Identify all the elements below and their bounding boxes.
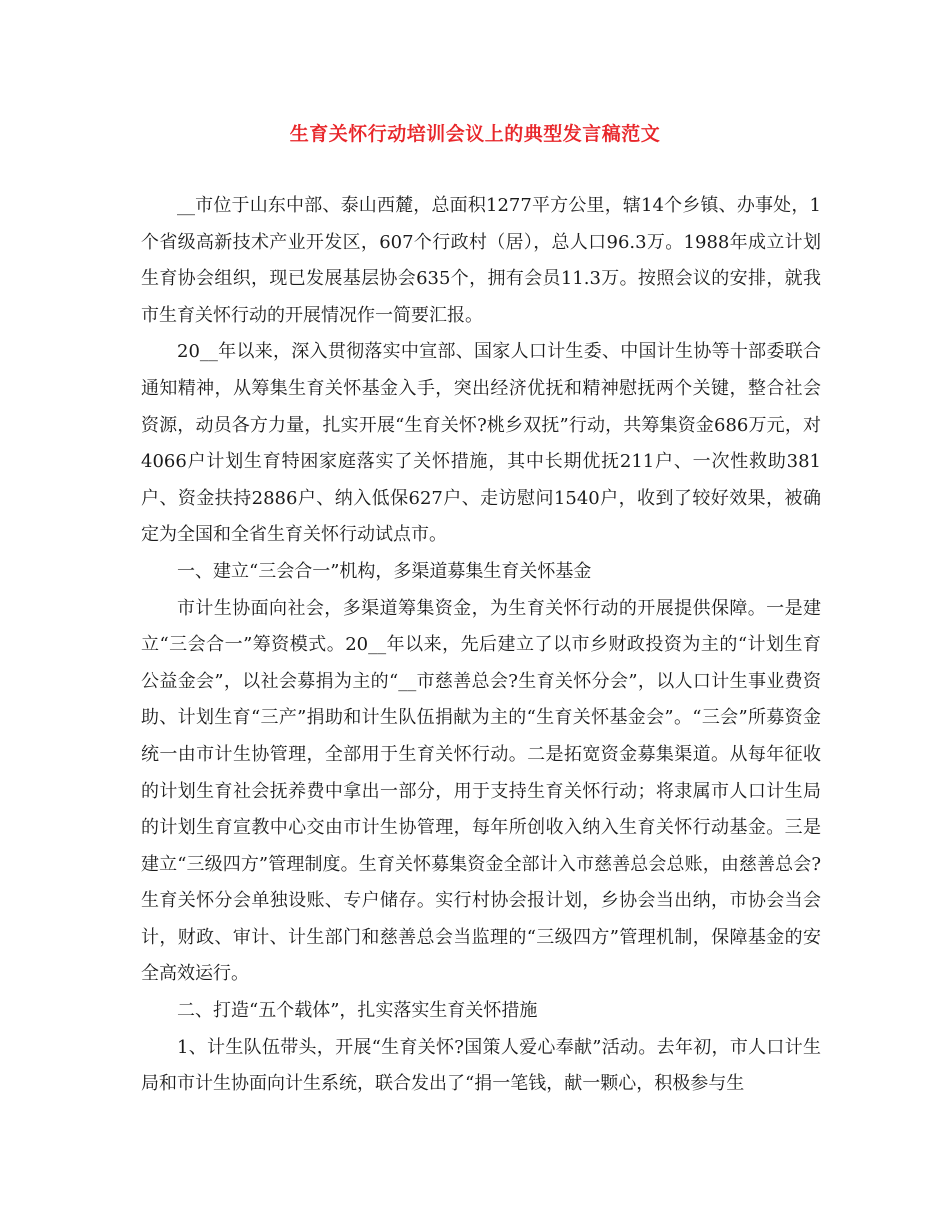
paragraph-item-1: 1、计生队伍带头，开展“生育关怀?国策人爱心奉献”活动。去年初，市人口计生局和市计生协面向计生系统，联合发出了“捐一笔钱，献一颗心，积极参与生 bbox=[141, 1036, 821, 1095]
document-title: 生育关怀行动培训会议上的典型发言稿范文 bbox=[289, 123, 661, 145]
paragraph-funding: 市计生协面向社会，多渠道筹集资金，为生育关怀行动的开展提供保障。一是建立“三会合一”筹资模式。20__年以来，先后建立了以市乡财政投资为主的“计划生育公益金会”，以社会募捐为主的“__市慈善总会?生育关怀分会”，以人口计生事业费资助、计划生育“三产”捐助和计生队伍捐献为主的“生育关怀基金会”。“三会”所募资金统一由市计生协管理，全部用于生育关怀行动。二是拓宽资金募集渠道。从每年征收的计划生育社会抚养费中拿出一部分，用于支持生育关怀行动；将隶属市人口计生局的计划生育宣教中心交由市计生协管理，每年所创收入纳入生育关怀行动基金。三是建立“三级四方”管理制度。生育关怀募集资金全部计入市慈善总会总账，由慈善总会?生育关怀分会单独设账、专户储存。实行村协会报计划，乡协会当出纳，市协会当会计，财政、审计、计生部门和慈善总会当监理的“三级四方”管理机制，保障基金的安全高效运行。 bbox=[141, 597, 821, 985]
paragraph-overview: 20__年以来，深入贯彻落实中宣部、国家人口计生委、中国计生协等十部委联合通知精神，从筹集生育关怀基金入手，突出经济优抚和精神慰抚两个关键，整合社会资源，动员各方力量，扎实开展“生育关怀?桃乡双抚”行动，共筹集资金686万元，对4066户计划生育特困家庭落实了关怀措施，其中长期优抚211户、一次性救助381户、资金扶持2886户、纳入低保627户、走访慰问1540户，收到了较好效果，被确定为全国和全省生育关怀行动试点市。 bbox=[141, 341, 821, 546]
section-heading-2: 二、打造“五个载体”，扎实落实生育关怀措施 bbox=[177, 1000, 538, 1022]
paragraph-intro: __市位于山东中部、泰山西麓，总面积1277平方公里，辖14个乡镇、办事处，1个省级高新技术产业开发区，607个行政村（居），总人口96.3万。1988年成立计划生育协会组织，现已发展基层协会635个，拥有会员11.3万。按照会议的安排，就我市生育关怀行动的开展情况作一简要汇报。 bbox=[141, 195, 821, 326]
document-body bbox=[141, 188, 821, 1103]
section-heading-1: 一、建立“三会合一”机构，多渠道募集生育关怀基金 bbox=[177, 560, 592, 582]
